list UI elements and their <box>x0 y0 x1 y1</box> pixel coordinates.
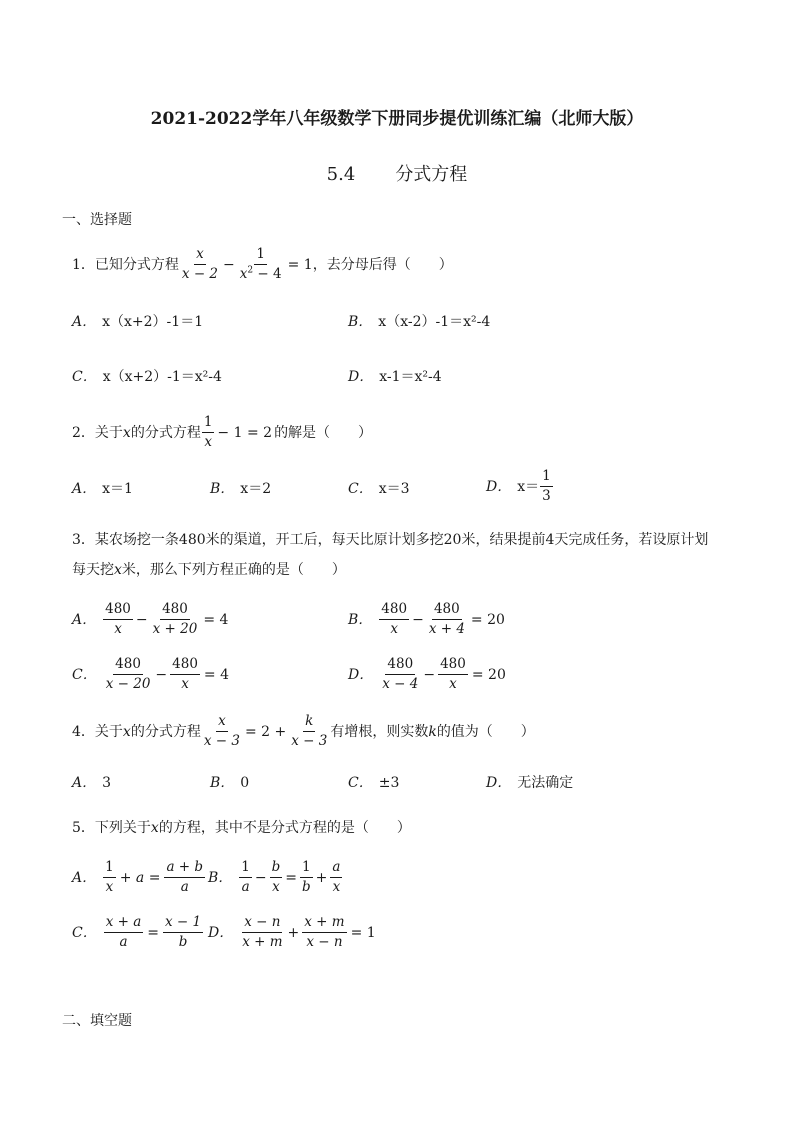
q2-prefix: 2．关于 <box>72 424 123 441</box>
q2-mid: 的分式方程 <box>130 424 201 441</box>
q2-option-d-fraction: $\frac{1}{3}$ <box>542 468 551 504</box>
section-title: 分式方程 <box>395 164 468 185</box>
q3-option-c[interactable]: C． $\frac{480}{x - 20}$ − $\frac{480}{x}$ = 4 <box>72 656 230 692</box>
q1-option-c[interactable]: C． x（x+2）-1＝x²-4 <box>72 369 222 385</box>
q4-fraction-2: $\frac{k}{x - 3}$ <box>291 713 328 749</box>
q1-option-b[interactable]: B． x（x-2）-1＝x²-4 <box>348 314 491 330</box>
q5-option-d[interactable]: D． $\frac{x - n}{x + m}$ + $\frac{x + m}{x - n}$ = 1 <box>208 914 376 950</box>
q3-option-b[interactable]: B． $\frac{480}{x}$ − $\frac{480}{x + 4}$ = 20 <box>348 601 505 637</box>
section-choice-heading: 一、选择题 <box>62 212 132 228</box>
q1-option-d[interactable]: D． x-1＝x²-4 <box>348 369 442 385</box>
page-title: 2021-2022学年八年级数学下册同步提优训练汇编（北师大版） <box>150 109 644 129</box>
q2-option-d[interactable]: D． x＝ $\frac{1}{3}$ <box>486 468 551 504</box>
section-heading <box>0 160 794 186</box>
q4-option-a[interactable]: A． 3 <box>72 775 112 791</box>
q2-suffix: 的解是（ ） <box>274 424 373 441</box>
q4-fraction-1: $\frac{x}{x - 3}$ <box>203 713 240 749</box>
q1-rhs: = 1 <box>287 256 313 273</box>
q3-option-a[interactable]: A． $\frac{480}{x}$ − $\frac{480}{x + 20}$ = 4 <box>72 601 229 637</box>
q3-line-2: 每天挖x米，那么下列方程正确的是（ ） <box>72 562 346 578</box>
q4-option-b[interactable]: B． 0 <box>210 775 250 791</box>
q5-option-a[interactable]: A． $\frac{1}{x}$ + a = $\frac{a + b}{a}$ <box>72 859 204 895</box>
q1-option-a[interactable]: A． x（x+2）-1＝1 <box>72 314 204 330</box>
q2-equation: − 1 = 2 <box>217 424 273 441</box>
section-number: 5.4 <box>326 164 356 185</box>
section-fill-heading: 二、填空题 <box>62 1013 132 1029</box>
q3-option-d[interactable]: D． $\frac{480}{x - 4}$ − $\frac{480}{x}$ = 20 <box>348 656 506 692</box>
q4-option-d[interactable]: D． 无法确定 <box>486 775 574 791</box>
question-5: 5．下列关于x的方程，其中不是分式方程的是（ ） <box>72 820 411 836</box>
q3-line-1: 3．某农场挖一条480米的渠道，开工后，每天比原计划多挖20米，结果提前4天完成任务，若设原计划 <box>72 532 709 548</box>
q2-option-a[interactable]: A． x＝1 <box>72 481 133 497</box>
question-2 <box>72 414 372 451</box>
q2-fraction: $\frac{1}{x}$ <box>203 414 213 450</box>
q1-fraction-1: $\frac{x}{x - 2}$ <box>181 246 219 282</box>
q2-option-c[interactable]: C． x＝3 <box>348 481 410 497</box>
q5-option-b[interactable]: B． $\frac{1}{a}$ − $\frac{b}{x}$ = $\frac{1}{b}$ + $\frac{a}{x}$ <box>208 859 341 895</box>
q2-variable: x <box>122 424 131 441</box>
q1-prefix: 1．已知分式方程 <box>72 256 179 273</box>
q1-suffix: ，去分母后得（ ） <box>312 256 453 273</box>
q5-option-c[interactable]: C． $\frac{x + a}{a}$ = $\frac{x - 1}{b}$ <box>72 914 202 950</box>
question-4: 4．关于 x 的分式方程 $\frac{x}{x - 3}$ = 2 + $\frac{k}{x - 3}$ 有增根，则实数 k 的值为（ ） <box>72 713 535 749</box>
question-1: 1．已知分式方程 $\frac{x}{x - 2}$ − $\frac{1}{x^2 - 4}$ = 1 ，去分母后得（ ） <box>72 246 453 282</box>
q4-option-c[interactable]: C． ±3 <box>348 775 400 791</box>
q4-variable: x <box>122 723 131 740</box>
q1-fraction-2: $\frac{1}{x^2 - 4}$ <box>239 246 282 282</box>
q2-option-b[interactable]: B． x＝2 <box>210 481 272 497</box>
q4-variable-k: k <box>428 723 437 740</box>
